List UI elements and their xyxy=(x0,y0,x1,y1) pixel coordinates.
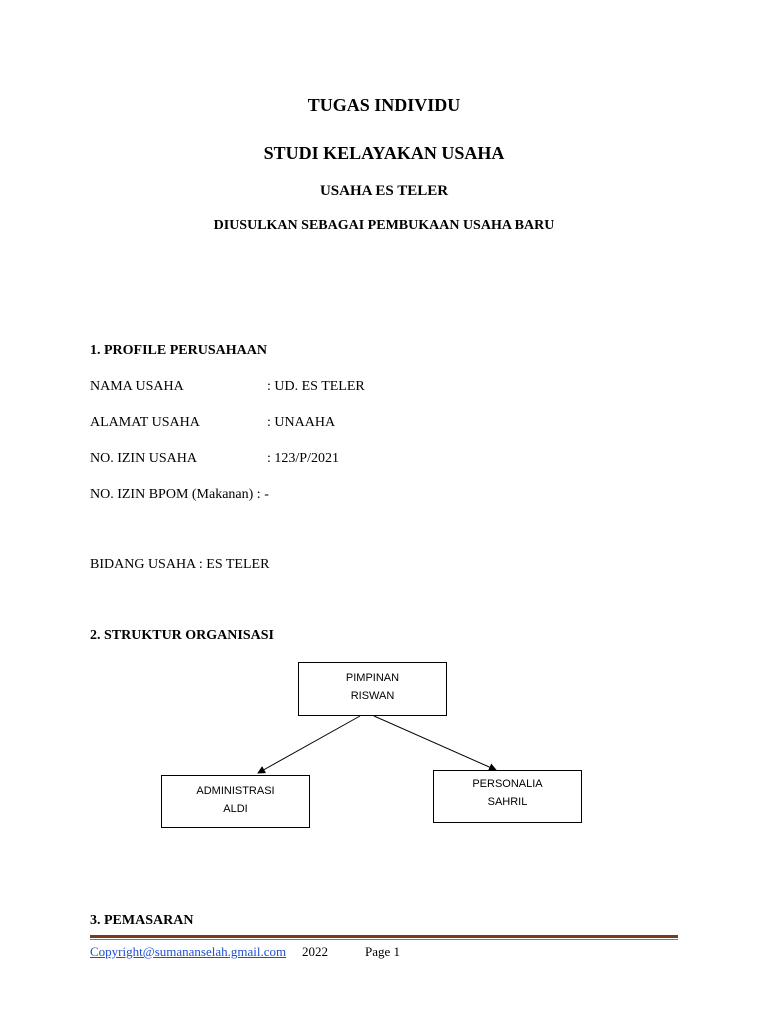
org-box-person: SAHRIL xyxy=(487,796,528,808)
footer-rule-thin xyxy=(90,939,678,940)
org-box-role: PIMPINAN xyxy=(345,672,400,684)
org-box-personalia xyxy=(433,770,582,823)
footer-page-number: Page 1 xyxy=(365,944,401,959)
document-subtitle: STUDI KELAYAKAN USAHA xyxy=(263,143,505,163)
section-heading-profile: 1. PROFILE PERUSAHAAN xyxy=(90,343,267,358)
org-arrow-left xyxy=(258,716,360,773)
org-box-person: ALDI xyxy=(223,803,248,815)
field-value-izin-usaha: : 123/P/2021 xyxy=(267,451,339,466)
footer-copyright-link[interactable]: Copyright@sumananselah.gmail.com xyxy=(90,944,287,959)
field-value-alamat-usaha: : UNAAHA xyxy=(267,415,336,430)
section-heading-pemasaran: 3. PEMASARAN xyxy=(90,913,194,928)
org-box-pimpinan xyxy=(298,662,447,716)
document-title: TUGAS INDIVIDU xyxy=(307,95,461,115)
section-heading-struktur: 2. STRUKTUR ORGANISASI xyxy=(90,628,274,643)
org-box-role: PERSONALIA xyxy=(472,778,543,790)
field-label-nama-usaha: NAMA USAHA xyxy=(90,379,184,394)
field-label-alamat-usaha: ALAMAT USAHA xyxy=(90,415,200,430)
field-label-izin-usaha: NO. IZIN USAHA xyxy=(90,451,197,466)
field-value-nama-usaha: : UD. ES TELER xyxy=(267,379,365,394)
org-box-administrasi xyxy=(161,775,310,828)
org-box-person: RISWAN xyxy=(350,690,395,702)
footer-year: 2022 xyxy=(302,944,328,959)
org-box-role: ADMINISTRASI xyxy=(196,785,275,797)
field-label-izin-bpom: NO. IZIN BPOM (Makanan) : - xyxy=(90,487,269,502)
footer-rule-thick xyxy=(90,935,678,938)
bidang-usaha-text: BIDANG USAHA : ES TELER xyxy=(90,557,270,572)
proposal-title: DIUSULKAN SEBAGAI PEMBUKAAN USAHA BARU xyxy=(213,218,555,233)
org-arrow-right xyxy=(374,716,496,770)
business-name-title: USAHA ES TELER xyxy=(319,183,449,199)
